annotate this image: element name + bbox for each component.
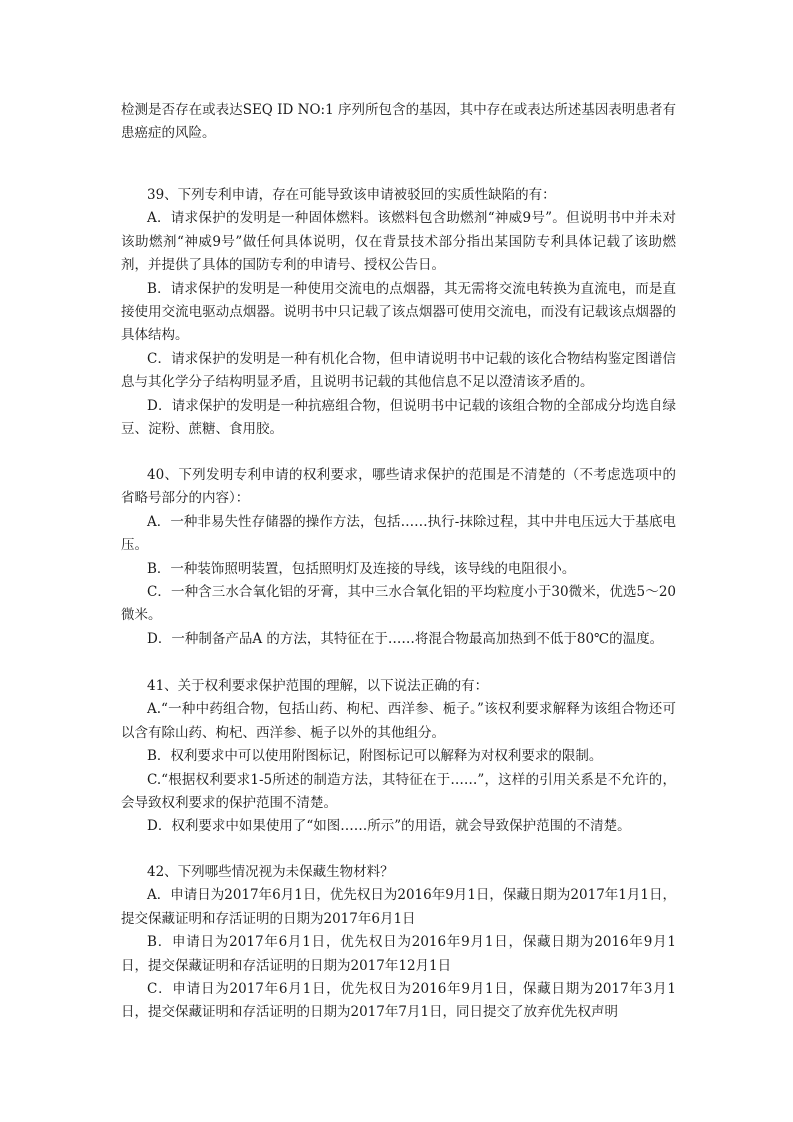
intro-paragraph-block <box>121 99 676 146</box>
question-39 <box>121 184 676 441</box>
question-stem: 42、下列哪些情况视为未保藏生物材料？ <box>147 864 394 880</box>
option-a: A．申请日为2017年6月1日，优先权日为2016年9月1日，保藏日期为2017年1月1日，提交保藏证明和存活证明的日期为2017年6月1日 <box>121 887 676 927</box>
option-d: D．权利要求中如果使用了“如图……所示”的用语，就会导致保护范围的不清楚。 <box>147 818 631 835</box>
option-c: C．一种含三水合氧化铝的牙膏，其中三水合氧化铝的平均粒度小于30微米，优选5～20微米。 <box>121 584 676 624</box>
option-d: D．一种制备产品A 的方法，其特征在于……将混合物最高加热到不低于80℃的温度。 <box>147 630 664 647</box>
option-a: A.“一种中药组合物，包括山药、枸杞、西洋参、栀子。”该权利要求解释为该组合物还可以含有除山药、枸杞、西洋参、栀子以外的其他组分。 <box>121 701 676 741</box>
option-b: B．请求保护的发明是一种使用交流电的点烟器，其无需将交流电转换为直流电，而是直接使用交流电驱动点烟器。说明书中只记载了该点烟器可使用交流电，而没有记载该点烟器的具体结构。 <box>121 280 676 344</box>
question-41 <box>121 675 676 839</box>
question-stem: 39、下列专利申请，存在可能导致该申请被驳回的实质性缺陷的有： <box>147 187 556 203</box>
question-40 <box>121 464 676 651</box>
option-c: C．申请日为2017年6月1日，优先权日为2016年9月1日，保藏日期为2017年3月1日，提交保藏证明和存活证明的日期为2017年7月1日，同日提交了放弃优先权声明 <box>121 981 676 1021</box>
option-c: C．请求保护的发明是一种有机化合物，但申请说明书中记载的该化合物结构鉴定图谱信息与其化学分子结构明显矛盾，且说明书记载的其他信息不足以澄清该矛盾的。 <box>121 350 676 391</box>
option-a: A．一种非易失性存储器的操作方法，包括……执行-抹除过程，其中井电压远大于基底电压。 <box>121 513 676 554</box>
option-b: B．申请日为2017年6月1日，优先权日为2016年9月1日，保藏日期为2016年9月1日，提交保藏证明和存活证明的日期为2017年12月1日 <box>121 934 676 974</box>
option-b: B．权利要求中可以使用附图标记，附图标记可以解释为对权利要求的限制。 <box>147 748 603 765</box>
question-stem: 40、下列发明专利申请的权利要求，哪些请求保护的范围是不清楚的（不考虑选项中的省略号部分的内容）： <box>121 467 676 507</box>
option-c: C.“根据权利要求1-5所述的制造方法，其特征在于……”，这样的引用关系是不允许的，会导致权利要求的保护范围不清楚。 <box>121 771 676 812</box>
option-b: B．一种装饰照明装置，包括照明灯及连接的导线，该导线的电阻很小。 <box>147 560 576 577</box>
intro-text: 检测是否存在或表达SEQ ID NO:1 序列所包含的基因，其中存在或表达所述基因表明患者有患癌症的风险。 <box>121 102 676 142</box>
option-d: D．请求保护的发明是一种抗癌组合物，但说明书中记载的该组合物的全部成分均选自绿豆、淀粉、蔗糖、食用胶。 <box>121 397 676 438</box>
question-42 <box>121 861 676 1025</box>
question-stem: 41、关于权利要求保护范围的理解，以下说法正确的有： <box>147 678 489 694</box>
option-a: A．请求保护的发明是一种固体燃料。该燃料包含助燃剂“神威9号”。但说明书中并未对该助燃剂“神威9号”做任何具体说明，仅在背景技术部分指出某国防专利具体记载了该助燃剂，并提供了具体的国防专利的申请号、授权公告日。 <box>121 210 676 274</box>
